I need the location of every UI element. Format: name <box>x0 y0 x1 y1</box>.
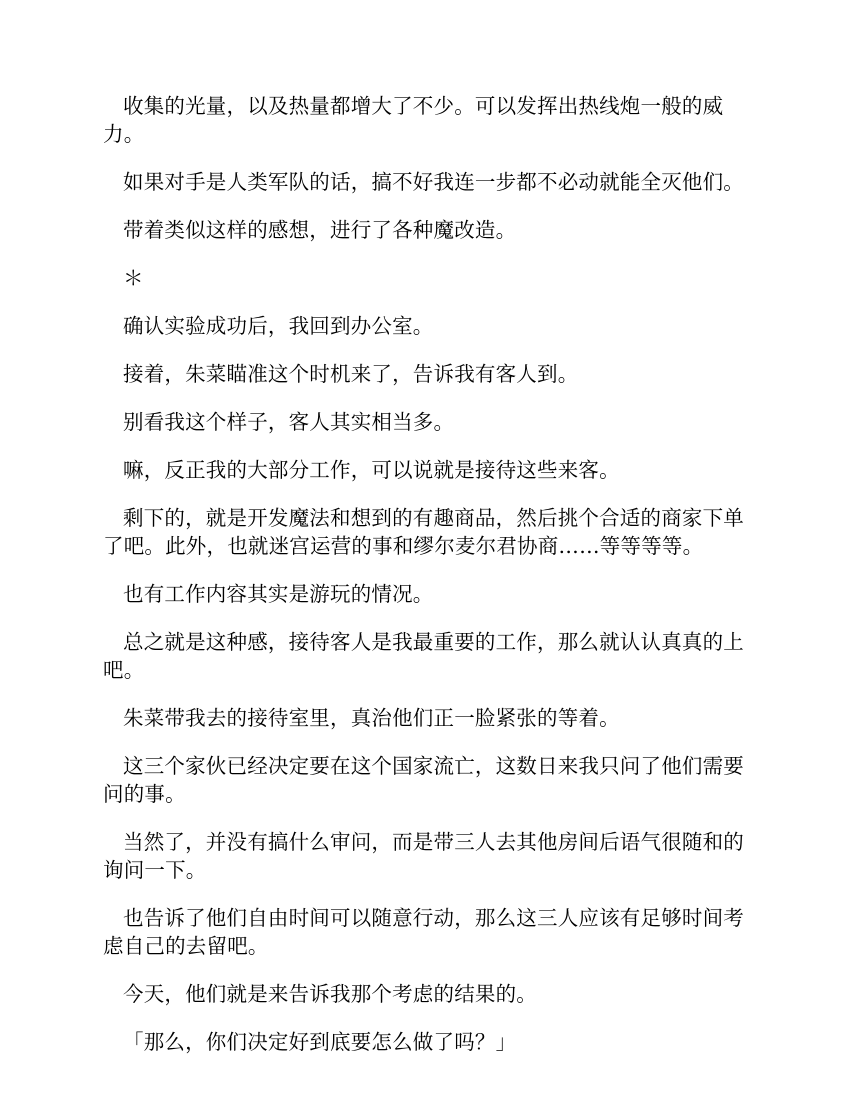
paragraph: 嘛，反正我的大部分工作，可以说就是接待这些来客。 <box>123 458 620 482</box>
paragraph: 如果对手是人类军队的话，搞不好我连一步都不必动就能全灭他们。 <box>123 170 744 194</box>
paragraph: 收集的光量，以及热量都增大了不少。可以发挥出热线炮一般的威力。 <box>103 94 724 146</box>
paragraph: 总之就是这种感，接待客人是我最重要的工作，那么就认认真真的上吧。 <box>103 630 744 682</box>
paragraph: 别看我这个样子，客人其实相当多。 <box>123 410 455 434</box>
paragraph: 带着类似这样的感想，进行了各种魔改造。 <box>123 218 517 242</box>
paragraph: 确认实验成功后，我回到办公室。 <box>123 314 434 338</box>
paragraph: 今天，他们就是来告诉我那个考虑的结果的。 <box>123 982 537 1006</box>
paragraph: 这三个家伙已经决定要在这个国家流亡，这数日来我只问了他们需要问的事。 <box>103 754 744 806</box>
paragraph: 朱菜带我去的接待室里，真治他们正一脸紧张的等着。 <box>123 706 620 730</box>
section-separator: ＊ <box>123 266 144 290</box>
paragraph: 当然了，并没有搞什么审问，而是带三人去其他房间后语气很随和的询问一下。 <box>103 830 744 882</box>
paragraph: 也有工作内容其实是游玩的情况。 <box>123 582 434 606</box>
dialogue-line: 「那么，你们决定好到底要怎么做了吗？」 <box>123 1030 517 1054</box>
paragraph: 接着，朱菜瞄准这个时机来了，告诉我有客人到。 <box>123 362 579 386</box>
paragraph: 也告诉了他们自由时间可以随意行动，那么这三人应该有足够时间考虑自己的去留吧。 <box>103 906 744 958</box>
text-column <box>103 92 763 1076</box>
paragraph: 剩下的，就是开发魔法和想到的有趣商品，然后挑个合适的商家下单了吧。此外，也就迷宫运营的事和缪尔麦尔君协商……等等等等。 <box>103 506 744 558</box>
